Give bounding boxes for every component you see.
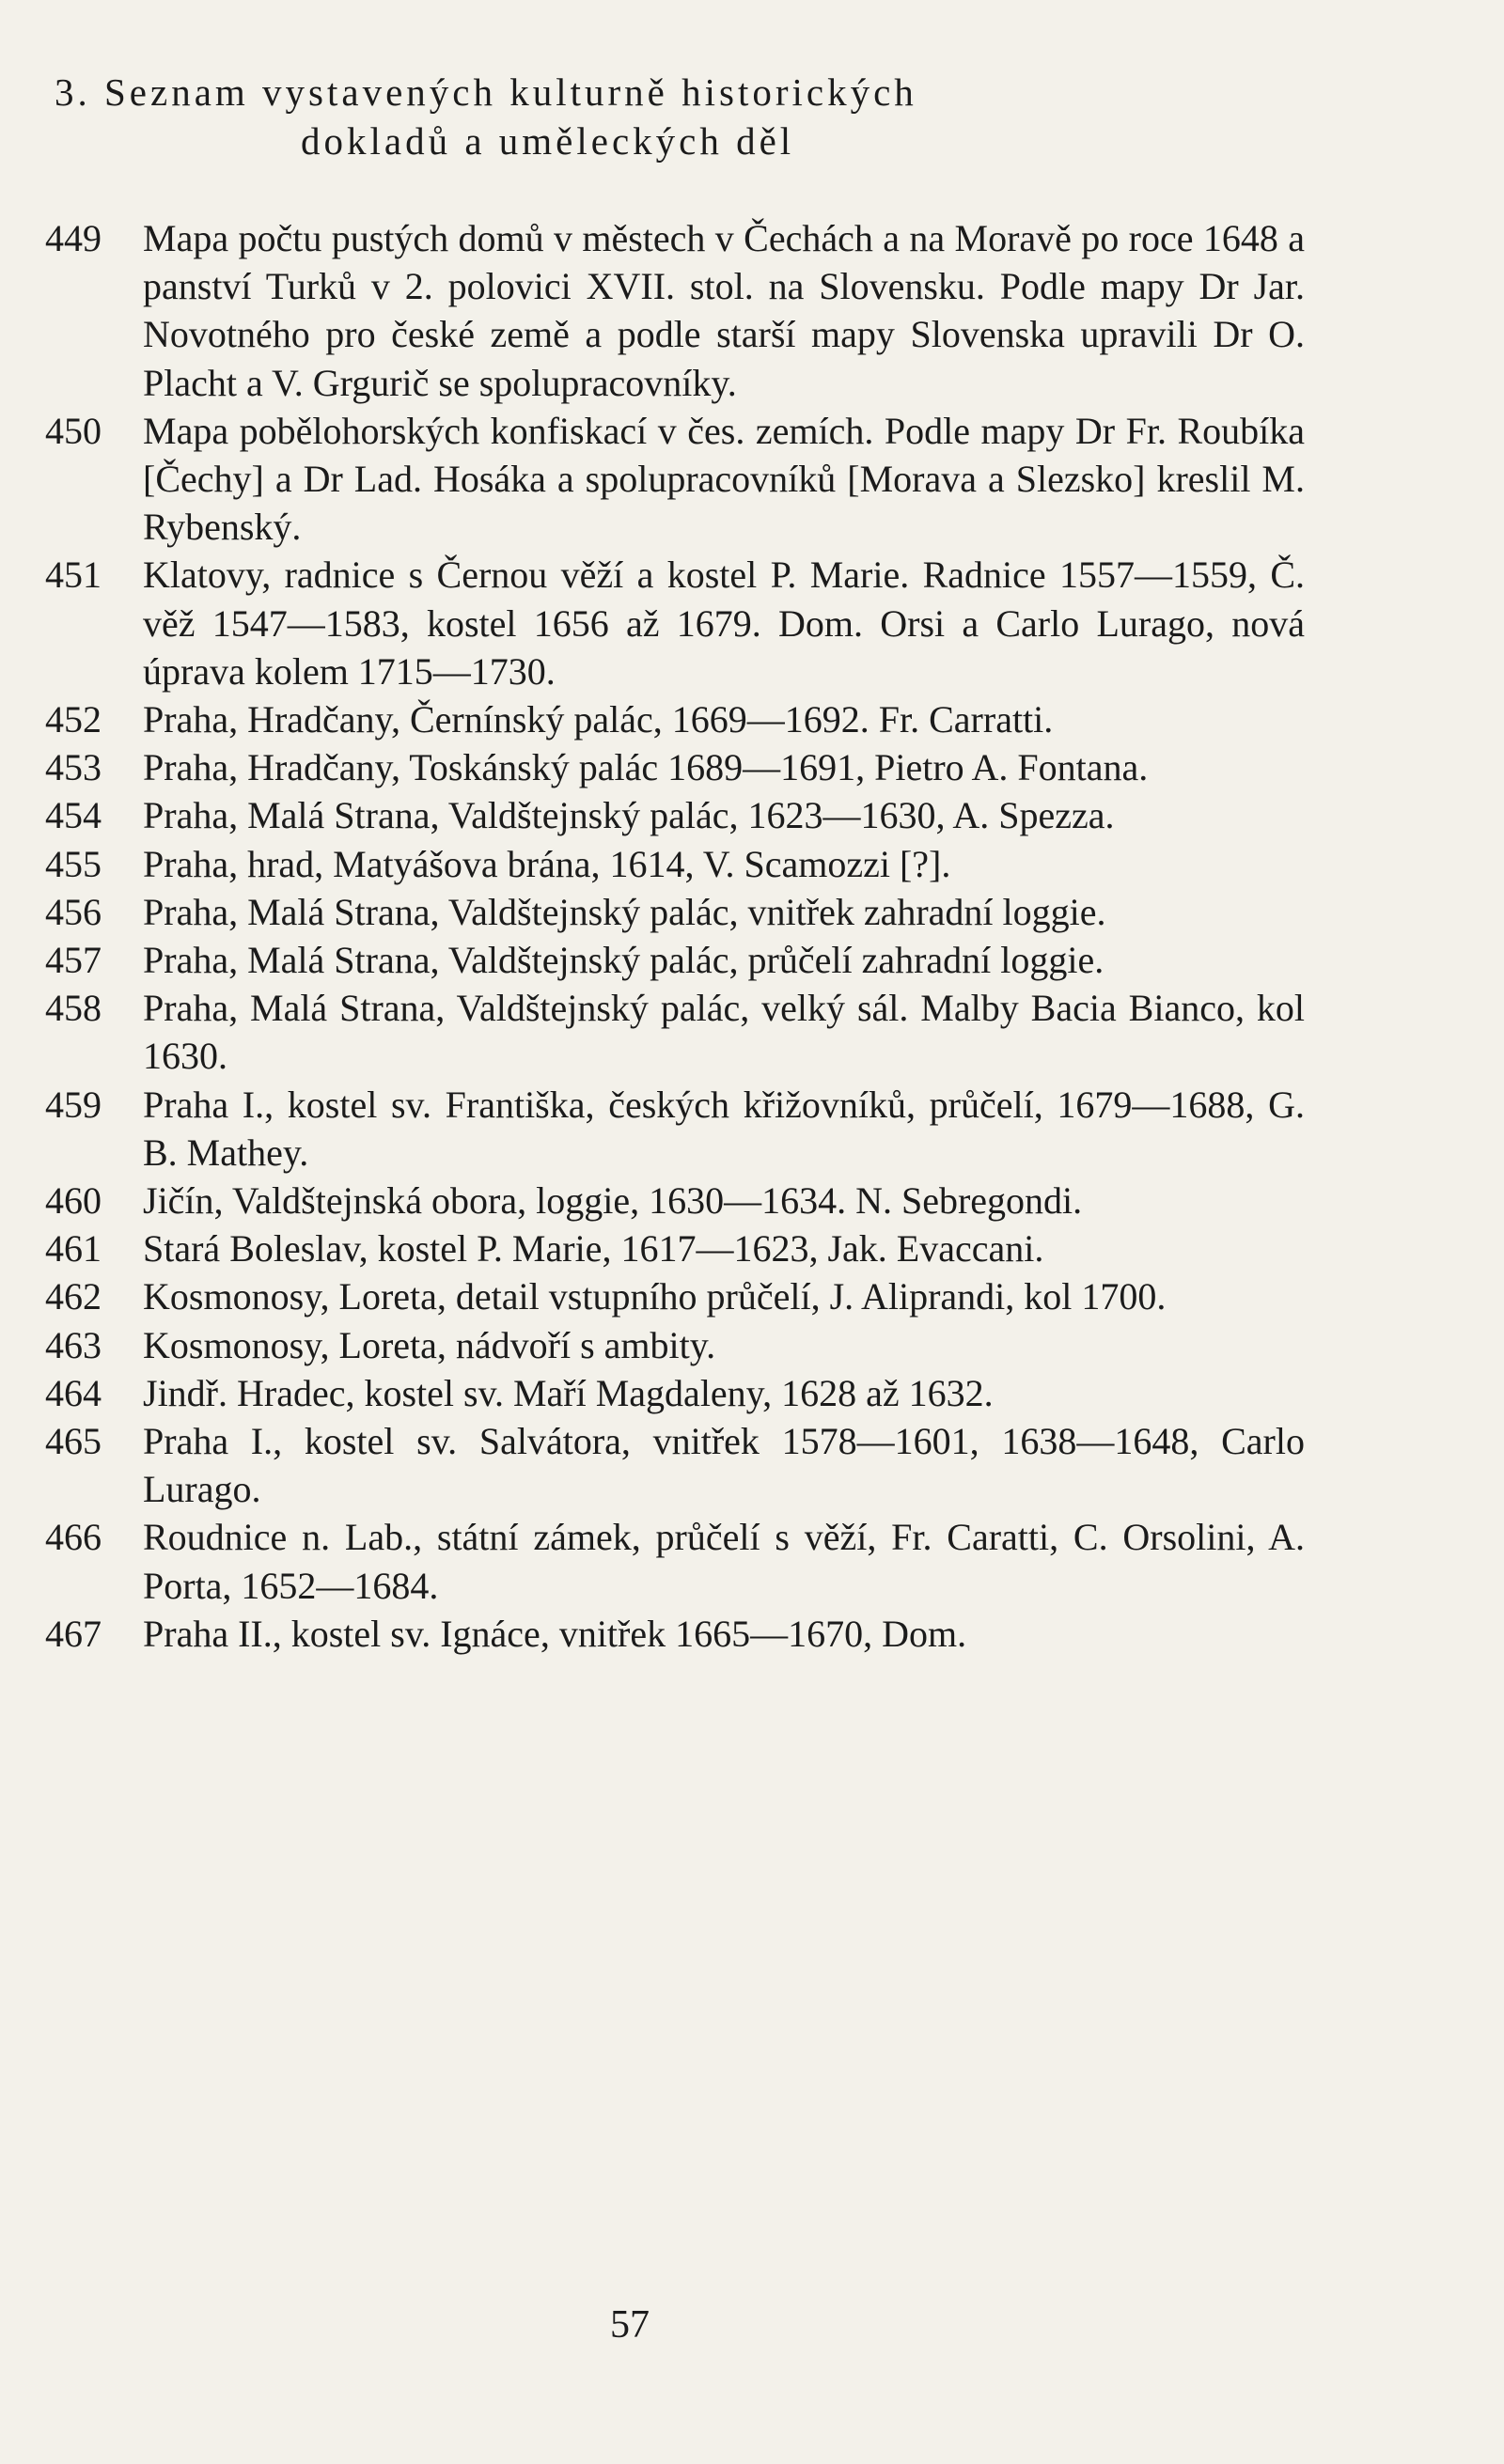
- catalogue-entry: [45, 984, 1305, 1080]
- entry-number: 453: [45, 746, 102, 789]
- catalogue-entry: [45, 1369, 1267, 1417]
- entry-number: 451: [45, 554, 102, 597]
- catalogue-entry: [45, 936, 1267, 984]
- catalogue-entry: [45, 1513, 1305, 1609]
- catalogue-entry: [45, 743, 1267, 791]
- catalogue-entry: [45, 551, 1305, 695]
- entry-number: 458: [45, 987, 102, 1030]
- entry-text: Praha, hrad, Matyášova brána, 1614, V. Scamozzi [?].: [143, 842, 951, 885]
- entry-number: 454: [45, 794, 102, 837]
- entry-text: Roudnice n. Lab., státní zámek, průčelí s věží, Fr. Caratti, C. Orsolini, A. Porta, 1652—1684.: [143, 1516, 1305, 1607]
- entry-text: Praha, Hradčany, Toskánský palác 1689—1691, Pietro A. Fontana.: [143, 746, 1149, 789]
- entry-number: 467: [45, 1612, 102, 1655]
- entry-text: Praha I., kostel sv. Salvátora, vnitřek 1578—1601, 1638—1648, Carlo Lurago.: [143, 1420, 1305, 1511]
- catalogue-entry: [45, 1081, 1305, 1177]
- catalogue-entry: [45, 214, 1305, 407]
- entry-number: 452: [45, 698, 102, 741]
- entry-number: 456: [45, 890, 102, 933]
- entry-text: Praha, Malá Strana, Valdštejnský palác, průčelí zahradní loggie.: [143, 939, 1104, 982]
- page-number: 57: [610, 2303, 650, 2347]
- catalogue-list: [45, 214, 1305, 1658]
- entry-number: 449: [45, 217, 102, 259]
- entry-text: Klatovy, radnice s Černou věží a kostel P. Marie. Radnice 1557—1559, Č. věž 1547—1583, kostel 1656 až 1679. Dom. Orsi a Carlo Lurago, nová úprava kolem 1715—1730.: [143, 554, 1305, 693]
- entry-number: 461: [45, 1227, 102, 1271]
- entry-text: Praha, Hradčany, Černínský palác, 1669—1692. Fr. Carratti.: [143, 698, 1054, 741]
- catalogue-entry: [45, 1321, 1267, 1369]
- entry-text: Praha, Malá Strana, Valdštejnský palác, vnitřek zahradní loggie.: [143, 890, 1106, 933]
- entry-number: 457: [45, 939, 102, 982]
- entry-text: Praha, Malá Strana, Valdštejnský palác, velký sál. Malby Bacia Bianco, kol 1630.: [143, 987, 1305, 1078]
- entry-text: Stará Boleslav, kostel P. Marie, 1617—1623, Jak. Evaccani.: [143, 1227, 1044, 1271]
- entry-number: 465: [45, 1420, 102, 1463]
- entry-text: Mapa pobělohorských konfiskací v čes. zemích. Podle mapy Dr Fr. Roubíka [Čechy] a Dr Lad. Hosáka a spolupracovníků [Morava a Slezsko] kreslil M. Rybenský.: [143, 409, 1305, 549]
- entry-text: Mapa počtu pustých domů v městech v Čechách a na Moravě po roce 1648 a panství Turků v 2. polovici XVII. stol. na Slovensku. Podle mapy Dr Jar. Novotného pro české země a podle starší mapy Slovenska upravili Dr O. Placht a V. Grgurič se spolupracovníky.: [143, 217, 1305, 404]
- catalogue-entry: [45, 888, 1267, 936]
- catalogue-entry: [45, 791, 1267, 839]
- entry-number: 460: [45, 1179, 102, 1223]
- entry-number: 462: [45, 1275, 102, 1318]
- catalogue-entry: [45, 407, 1305, 552]
- entry-number: 464: [45, 1371, 102, 1414]
- catalogue-entry: [45, 840, 1267, 888]
- catalogue-entry: [45, 1417, 1305, 1513]
- entry-text: Praha, Malá Strana, Valdštejnský palác, 1623—1630, A. Spezza.: [143, 794, 1115, 837]
- catalogue-entry: [45, 1610, 1267, 1658]
- entry-text: Praha I., kostel sv. Františka, českých křižovníků, průčelí, 1679—1688, G. B. Mathey.: [143, 1083, 1305, 1174]
- entry-number: 455: [45, 842, 102, 885]
- entry-number: 466: [45, 1516, 102, 1559]
- entry-text: Kosmonosy, Loreta, nádvoří s ambity.: [143, 1323, 716, 1366]
- entry-number: 459: [45, 1083, 102, 1126]
- catalogue-entry: [45, 1224, 1267, 1272]
- heading-line-2: dokladů a uměleckých děl: [301, 119, 795, 163]
- entry-number: 450: [45, 409, 102, 452]
- entry-text: Jindř. Hradec, kostel sv. Maří Magdaleny, 1628 až 1632.: [143, 1371, 994, 1414]
- entry-text: Kosmonosy, Loreta, detail vstupního průčelí, J. Aliprandi, kol 1700.: [143, 1275, 1167, 1318]
- heading-line-1: 3. Seznam vystavených kulturně historických: [55, 70, 917, 114]
- entry-text: Praha II., kostel sv. Ignáce, vnitřek 1665—1670, Dom.: [143, 1612, 967, 1655]
- catalogue-entry: [45, 1177, 1267, 1224]
- section-heading: [55, 68, 1277, 165]
- catalogue-entry: [45, 695, 1267, 743]
- entry-text: Jičín, Valdštejnská obora, loggie, 1630—1634. N. Sebregondi.: [143, 1179, 1083, 1223]
- entry-number: 463: [45, 1323, 102, 1366]
- catalogue-entry: [45, 1272, 1267, 1320]
